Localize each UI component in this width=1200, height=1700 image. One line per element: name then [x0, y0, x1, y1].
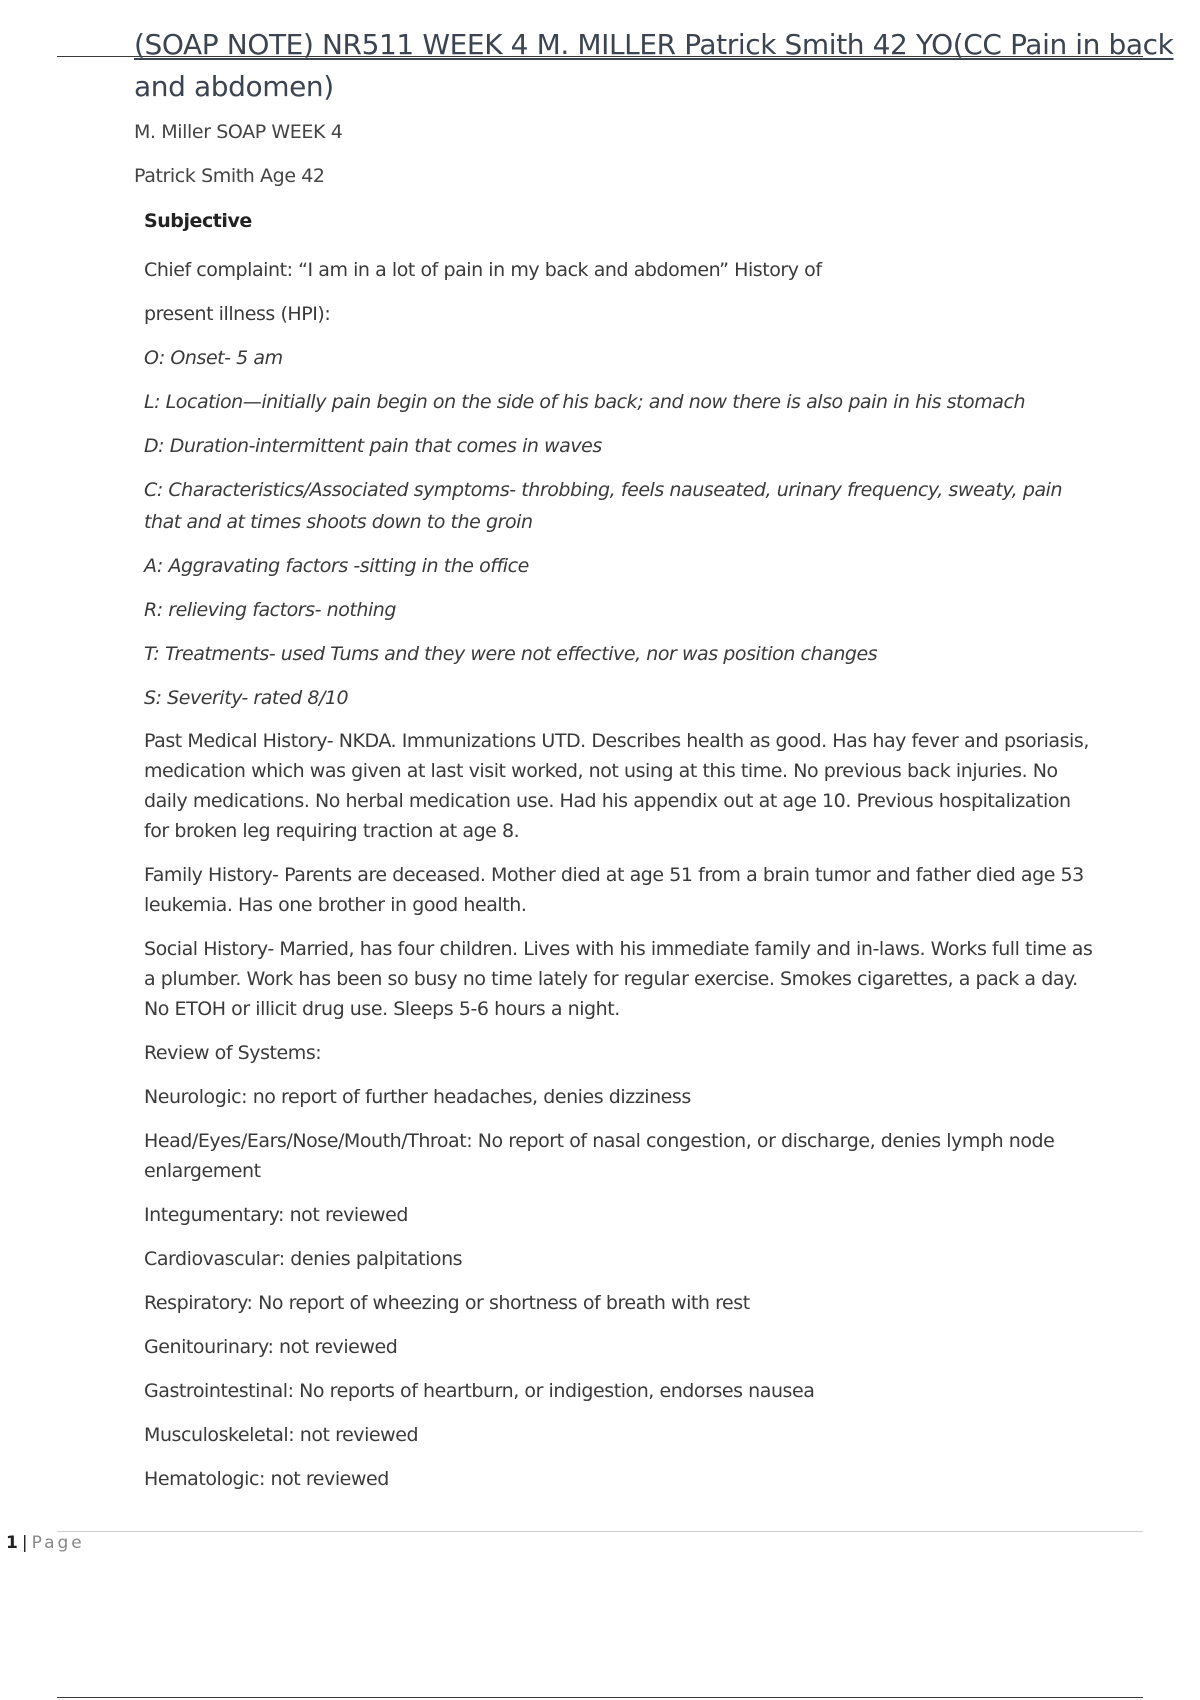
next-page-rule [57, 1697, 1143, 1698]
ros-item: Cardiovascular: denies palpitations [144, 1248, 463, 1270]
subjective-heading: Subjective [144, 210, 252, 232]
hpi-treatments: T: Treatments- used Tums and they were not effective, nor was position changes [144, 643, 878, 665]
patient-line: Patrick Smith Age 42 [134, 165, 325, 187]
document-title-line-1: (SOAP NOTE) NR511 WEEK 4 M. MILLER Patrick Smith 42 YO(CC Pain in back [134, 28, 1174, 61]
ros-item: Musculoskeletal: not reviewed [144, 1424, 419, 1446]
ros-item: Hematologic: not reviewed [144, 1468, 389, 1490]
hpi-severity: S: Severity- rated 8/10 [144, 687, 349, 709]
ros-item: Head/Eyes/Ears/Nose/Mouth/Throat: No report of nasal congestion, or discharge, denies lymph node enlargement [144, 1130, 1055, 1182]
chief-complaint-line: Chief complaint: “I am in a lot of pain in my back and abdomen” History of [144, 259, 822, 281]
page-number: 1 [6, 1533, 18, 1553]
hpi-characteristics: C: Characteristics/Associated symptoms- throbbing, feels nauseated, urinary frequency, sweaty, pain that and at times shoots down to the groin [144, 479, 1063, 533]
ros-item: Neurologic: no report of further headaches, denies dizziness [144, 1086, 691, 1108]
hpi-aggravating: A: Aggravating factors -sitting in the office [144, 555, 529, 577]
ros-item: Integumentary: not reviewed [144, 1204, 408, 1226]
hpi-duration: D: Duration-intermittent pain that comes in waves [144, 435, 602, 457]
footer-rule [57, 1531, 1143, 1532]
document-title-line-2: and abdomen) [134, 70, 334, 103]
ros-item: Genitourinary: not reviewed [144, 1336, 398, 1358]
hpi-relieving: R: relieving factors- nothing [144, 599, 397, 621]
hpi-location: L: Location—initially pain begin on the side of his back; and now there is also pain in his stomach [144, 391, 1026, 413]
ros-item: Respiratory: No report of wheezing or shortness of breath with rest [144, 1292, 750, 1314]
page-footer [6, 1533, 85, 1553]
past-medical-history: Past Medical History- NKDA. Immunizations UTD. Describes health as good. Has hay fever and psoriasis, medication which was given at last visit worked, not using at this time. No previous back injuries. No daily medications. No herbal medication use. Had his appendix out at age 10. Previous hospitalization for broken leg requiring traction at age 8. [144, 730, 1089, 842]
document-title [134, 24, 1174, 108]
ros-heading: Review of Systems: [144, 1042, 322, 1064]
soap-subjective-section [144, 210, 1094, 1508]
page-label: Page [31, 1533, 85, 1553]
page-separator: | [21, 1533, 28, 1553]
hpi-onset: O: Onset- 5 am [144, 347, 283, 369]
hpi-label: present illness (HPI): [144, 303, 331, 325]
family-history: Family History- Parents are deceased. Mother died at age 51 from a brain tumor and father died age 53 leukemia. Has one brother in good health. [144, 864, 1084, 916]
social-history: Social History- Married, has four children. Lives with his immediate family and in-laws. Works full time as a plumber. Work has been so busy no time lately for regular exercise. Smokes cigarettes, a pack a day. No ETOH or illicit drug use. Sleeps 5-6 hours a night. [144, 938, 1093, 1020]
author-week-line: M. Miller SOAP WEEK 4 [134, 121, 343, 143]
ros-item: Gastrointestinal: No reports of heartburn, or indigestion, endorses nausea [144, 1380, 815, 1402]
